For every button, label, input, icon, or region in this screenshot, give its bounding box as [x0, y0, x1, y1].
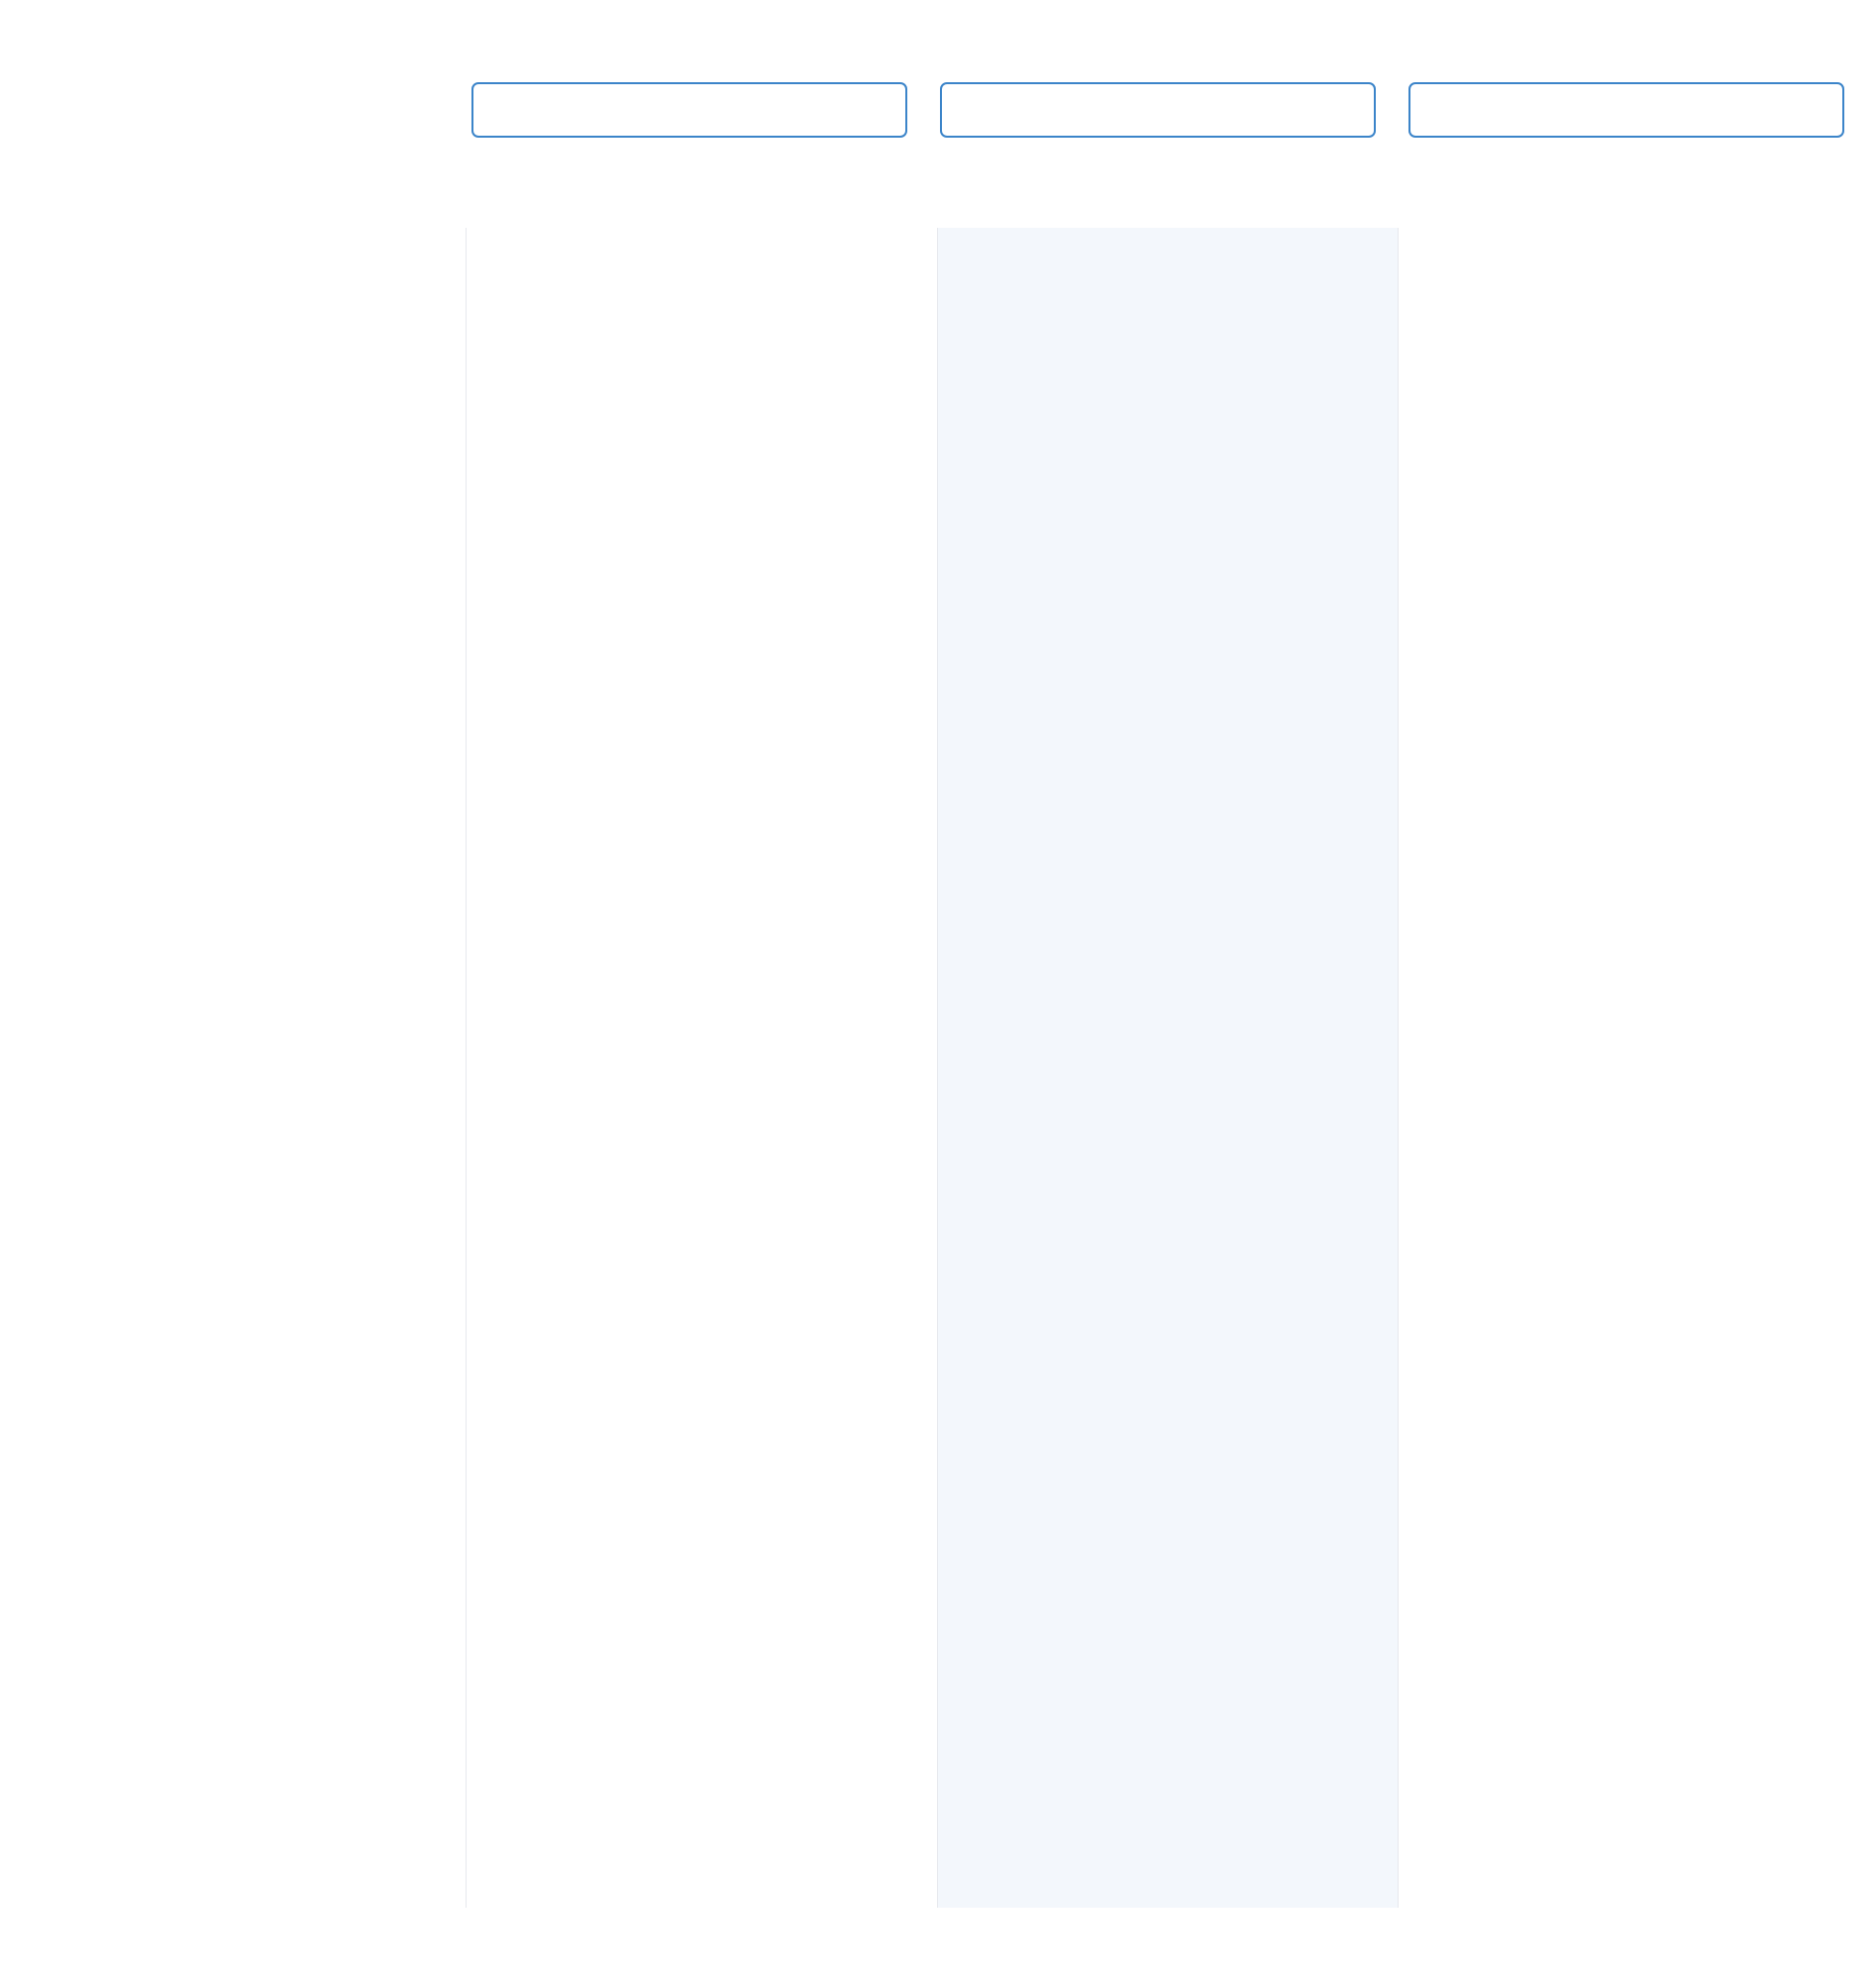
start-free-trial-pro-button[interactable] — [940, 82, 1376, 138]
pro-column-highlight — [938, 228, 1399, 1908]
start-free-trial-standard-button[interactable] — [471, 82, 907, 138]
column-divider — [937, 228, 938, 1908]
start-free-trial-advanced-button[interactable] — [1408, 82, 1844, 138]
column-divider — [1398, 228, 1399, 1908]
column-divider — [466, 228, 467, 1908]
